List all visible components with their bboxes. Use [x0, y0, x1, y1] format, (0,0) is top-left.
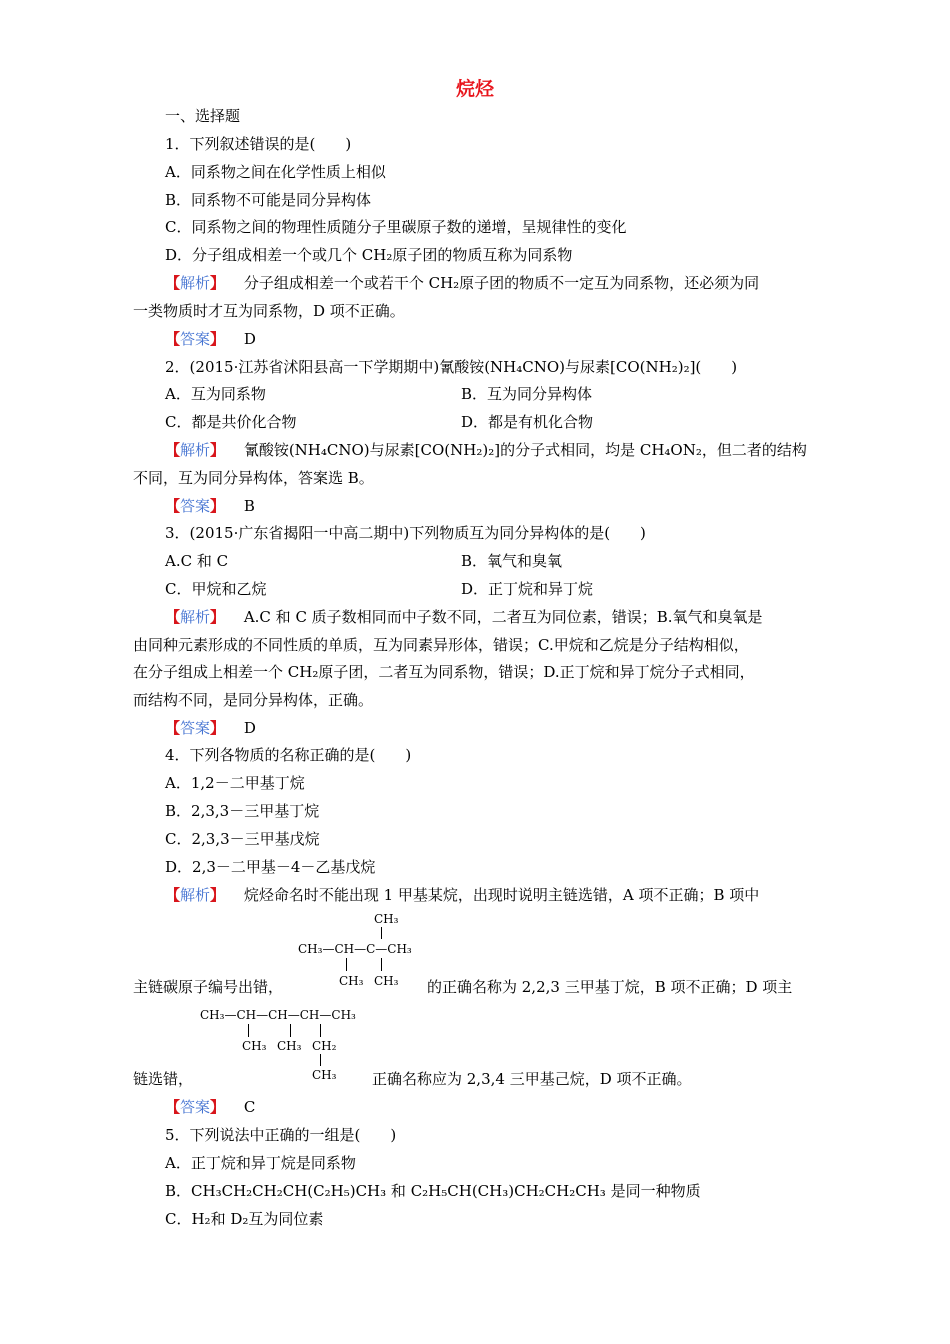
struct1-branch-1: CH₃ [339, 974, 364, 988]
q3-stem: 3．(2015·广东省揭阳一中高二期中)下列物质互为同分异构体的是( ) [165, 524, 646, 542]
q1-option-d: D．分子组成相差一个或几个 CH₂原子团的物质互称为同系物 [165, 246, 573, 264]
struct1-top-methyl: CH₃ [374, 912, 399, 926]
q1-option-b: B．同系物不可能是同分异构体 [165, 191, 372, 209]
q1-analysis: 【解析】 分子组成相差一个或若干个 CH₂原子团的物质不一定互为同系物，还必须为同 [165, 274, 760, 292]
struct2-branch-3: CH₂ [312, 1039, 337, 1053]
q4-option-d: D．2,3－二甲基－4－乙基戊烷 [165, 858, 376, 876]
q1-stem: 1．下列叙述错误的是( ) [165, 135, 352, 153]
structure-formula-2 [200, 1008, 380, 1088]
q5-option-b: B．CH₃CH₂CH₂CH(C₂H₅)CH₃ 和 C₂H₅CH(CH₃)CH₂CH₂CH₃ 是同一种物质 [165, 1182, 701, 1200]
q4-option-c: C．2,3,3－三甲基戊烷 [165, 830, 320, 848]
q4-option-b: B．2,3,3－三甲基丁烷 [165, 802, 320, 820]
q4-analysis-cont-1b: 的正确名称为 2,2,3 三甲基丁烷，B 项不正确；D 项主 [427, 978, 793, 996]
answer-tag: 【答案】 [165, 1098, 226, 1116]
q2-option-b: B．互为同分异构体 [461, 385, 593, 403]
q4-analysis-cont-1a: 主链碳原子编号出错， [133, 978, 284, 996]
analysis-tag: 【解析】 [165, 886, 226, 904]
q3-analysis-cont-2: 在分子组成上相差一个 CH₂原子团，二者互为同系物，错误；D.正丁烷和异丁烷分子式相同， [133, 663, 755, 681]
analysis-tag: 【解析】 [165, 274, 226, 292]
q4-analysis-cont-2b: 正确名称应为 2,3,4 三甲基己烷，D 项不正确。 [372, 1070, 692, 1088]
answer-tag: 【答案】 [165, 330, 226, 348]
q2-option-c: C．都是共价化合物 [165, 413, 297, 431]
q2-answer: 【答案】 B [165, 497, 255, 515]
q4-answer: 【答案】 C [165, 1098, 256, 1116]
q3-option-b: B．氧气和臭氧 [461, 552, 563, 570]
q2-analysis: 【解析】 氰酸铵(NH₄CNO)与尿素[CO(NH₂)₂]的分子式相同，均是 CH₄ON₂，但二者的结构 [165, 441, 807, 459]
q2-option-a: A．互为同系物 [165, 385, 266, 403]
analysis-tag: 【解析】 [165, 608, 226, 626]
q3-option-a: A.C 和 C [165, 552, 229, 570]
structure-formula-1 [296, 912, 436, 992]
q1-option-a: A．同系物之间在化学性质上相似 [165, 163, 386, 181]
q3-answer: 【答案】 D [165, 719, 256, 737]
q4-analysis-cont-2a: 链选错， [133, 1070, 194, 1088]
q5-option-c: C．H₂和 D₂互为同位素 [165, 1210, 324, 1228]
q3-option-c: C．甲烷和乙烷 [165, 580, 267, 598]
struct2-branch-4: CH₃ [312, 1068, 337, 1082]
q2-analysis-cont: 不同，互为同分异构体，答案选 B。 [133, 469, 374, 487]
struct2-main-chain: CH₃—CH—CH—CH—CH₃ [200, 1008, 356, 1022]
page-title: 烷烃 [455, 78, 494, 100]
q4-option-a: A．1,2－二甲基丁烷 [165, 774, 305, 792]
q1-answer: 【答案】 D [165, 330, 256, 348]
q3-analysis-cont-3: 而结构不同，是同分异构体，正确。 [133, 691, 374, 709]
struct1-branch-2: CH₃ [374, 974, 399, 988]
q4-analysis: 【解析】 烷烃命名时不能出现 1 甲基某烷，出现时说明主链选错，A 项不正确；B 项中 [165, 886, 760, 904]
q5-stem: 5．下列说法中正确的一组是( ) [165, 1126, 397, 1144]
q5-option-a: A．正丁烷和异丁烷是同系物 [165, 1154, 356, 1172]
struct1-main-chain: CH₃—CH—C—CH₃ [298, 942, 412, 956]
q2-stem: 2．(2015·江苏省沭阳县高一下学期期中)氰酸铵(NH₄CNO)与尿素[CO(NH₂)₂]( ) [165, 358, 738, 376]
q1-analysis-cont: 一类物质时才互为同系物，D 项不正确。 [133, 302, 405, 320]
struct2-branch-1: CH₃ [242, 1039, 267, 1053]
q3-option-d: D．正丁烷和异丁烷 [461, 580, 594, 598]
answer-tag: 【答案】 [165, 497, 226, 515]
q4-stem: 4．下列各物质的名称正确的是( ) [165, 746, 412, 764]
q3-analysis-cont-1: 由同种元素形成的不同性质的单质，互为同素异形体，错误；C.甲烷和乙烷是分子结构相似， [133, 636, 749, 654]
q1-option-c: C．同系物之间的物理性质随分子里碳原子数的递增，呈规律性的变化 [165, 218, 627, 236]
struct2-branch-2: CH₃ [277, 1039, 302, 1053]
section-heading: 一、选择题 [165, 107, 241, 125]
q2-option-d: D．都是有机化合物 [461, 413, 594, 431]
analysis-tag: 【解析】 [165, 441, 226, 459]
q3-analysis: 【解析】 A.C 和 C 质子数相同而中子数不同，二者互为同位素，错误；B.氧气和臭氧是 [165, 608, 763, 626]
answer-tag: 【答案】 [165, 719, 226, 737]
